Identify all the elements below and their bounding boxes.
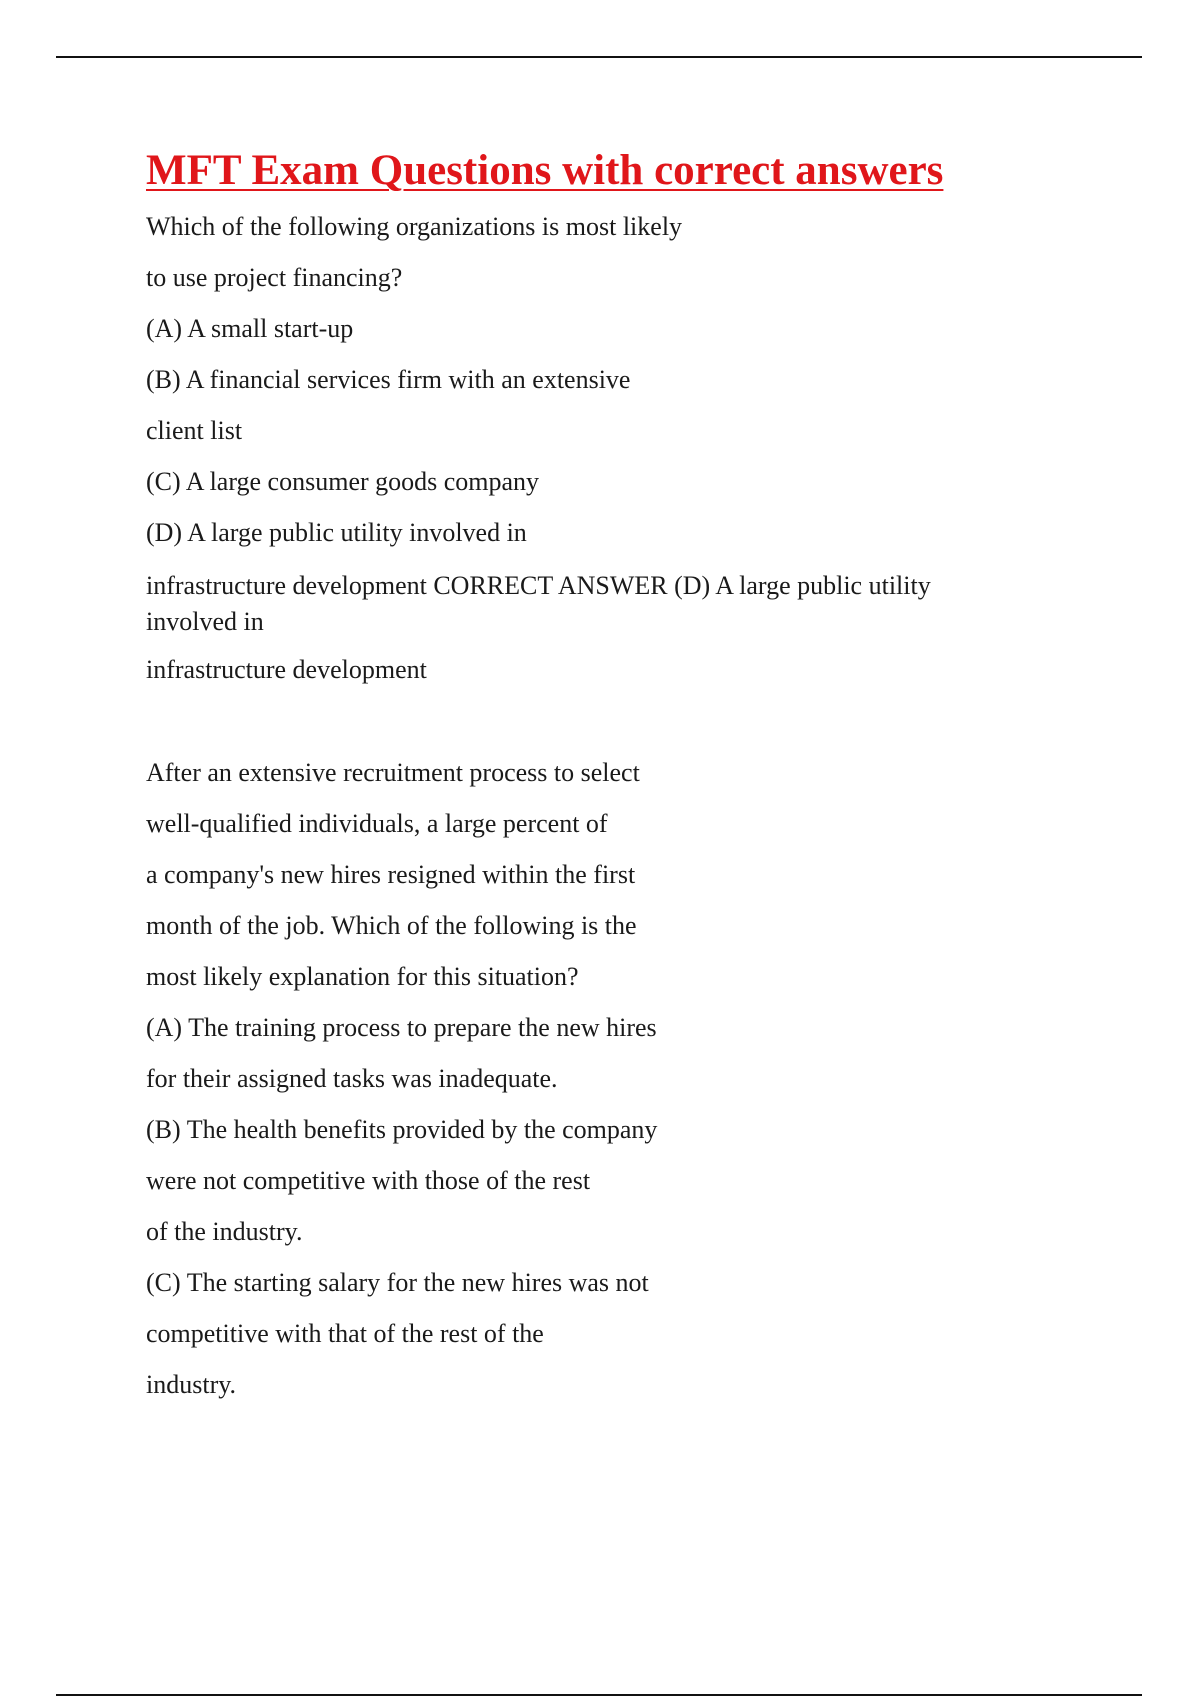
document-title: MFT Exam Questions with correct answers (146, 147, 944, 194)
question-spacer (146, 705, 1026, 757)
question-1-line: Which of the following organizations is most likely (146, 212, 683, 241)
question-1-line: to use project financing? (146, 263, 403, 292)
option-b-cont: client list (146, 416, 243, 445)
document-body (146, 145, 1026, 1420)
option-b-cont: of the industry. (146, 1217, 303, 1246)
question-2-line: a company's new hires resigned within the first (146, 860, 636, 889)
question-2-line: well-qualified individuals, a large percent of (146, 809, 608, 838)
option-b-cont: were not competitive with those of the rest (146, 1166, 591, 1195)
option-c: (C) A large consumer goods company (146, 467, 540, 496)
question-2-line: After an extensive recruitment process to select (146, 758, 640, 787)
correct-answer-cont: infrastructure development (146, 655, 427, 684)
question-2-line: month of the job. Which of the following is the (146, 911, 637, 940)
question-2 (146, 757, 1026, 1401)
option-a: (A) The training process to prepare the new hires (146, 1013, 657, 1042)
option-c-cont: competitive with that of the rest of the (146, 1319, 544, 1348)
question-2-line: most likely explanation for this situation? (146, 962, 579, 991)
option-b: (B) The health benefits provided by the company (146, 1115, 658, 1144)
correct-answer: infrastructure development CORRECT ANSWER (D) A large public utility involved in (146, 571, 931, 636)
option-c: (C) The starting salary for the new hires was not (146, 1268, 649, 1297)
top-rule (56, 56, 1142, 58)
option-c-cont: industry. (146, 1370, 237, 1399)
question-1 (146, 211, 1026, 686)
bottom-rule (56, 1694, 1142, 1696)
option-a-cont: for their assigned tasks was inadequate. (146, 1064, 558, 1093)
option-a: (A) A small start-up (146, 314, 354, 343)
option-d: (D) A large public utility involved in (146, 518, 527, 547)
option-b: (B) A financial services firm with an extensive (146, 365, 631, 394)
